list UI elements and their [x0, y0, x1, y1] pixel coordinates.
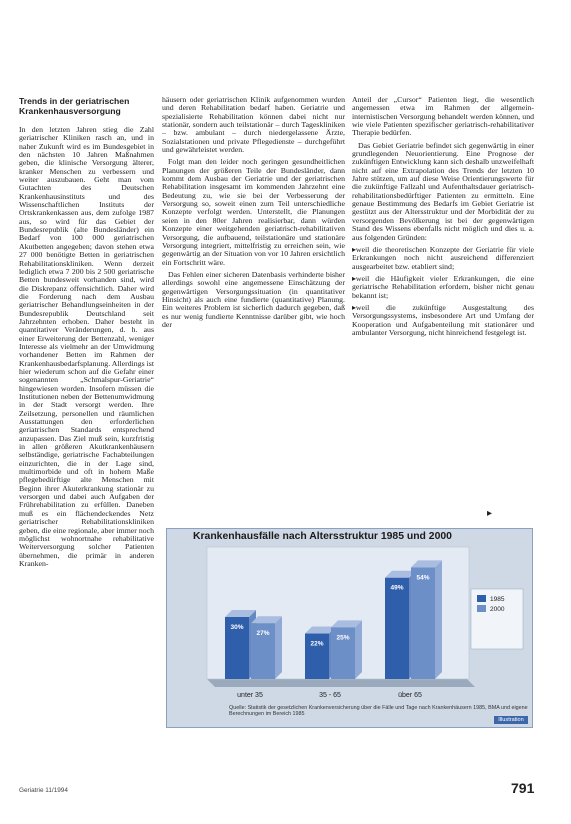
legend-label-2000: 2000 [490, 606, 505, 613]
legend-swatch-1985 [477, 595, 486, 602]
paragraph: Anteil der „Cursor“ Patienten liegt, die wesentlich angemessen etwa im Rahmen der allgemein-internistischen Versorgung behandelt werden können, und wie viele Patienten spezifischer geriatrisch-rehabilitativer Therapie bedürfen. [352, 96, 534, 138]
chart-title: Krankenhausfälle nach Altersstruktur 1985 und 2000 [193, 531, 452, 542]
chart-caption: Quelle: Statistik der gesetzlichen Krankenversicherung über die Fälle und Tage nach Krankenhäusern 1985, BMA und eigene Berechnungen im Bereich 1985 [229, 705, 528, 718]
page-number: 791 [511, 780, 535, 796]
chart-figure [166, 528, 533, 728]
paragraph: Folgt man den leider noch geringen gesundheitlichen Planungen der größeren Teile der Bundesländer, dann kommt dem Ausbau der Geriatrie und der geriatrischen Rehabilitation insgesamt im kommenden Jahrzehnt eine Bedeutung zu, wie sie bei der Verbesserung der Versorgung so, soweit einen zum Teil unterschiedliche Konzepte verfolgt werden. Unterstellt, die Planungen seien in den 80er Jahren realisierbar, dann würden Konzepte einer weitgehenden geriatrisch-rehabilitativen Versorgung, die aufbauend, teilstationäre und stationäre Versorgung integriert, mittelfristig zu erreichen sein, wie gegenwärtig an der Situation von vor 10 Jahren ersichtlich ein Fortschritt wäre. [162, 157, 345, 267]
data-label-2000-0: 27% [256, 630, 270, 638]
bar-chart [167, 529, 532, 727]
article-heading-line-2: Krankenhausversorgung [19, 106, 121, 116]
data-label-2000-2: 54% [416, 574, 430, 582]
bullet-item: ▸ weil die theoretischen Konzepte der Geriatrie für viele Erkrankungen noch nicht ausreichend differenziert ausgearbeitet bzw. etabliert sind; [352, 246, 534, 271]
paragraph: häusern oder geriatrischen Klinik aufgenommen wurden und deren Rehabilitation bedarf haben. Geriatrie und spezialisierte Rehabilitation können dabei nicht nur stationär, sondern auch teilstationär – durch Tageskliniken – bzw. ambulant – durch niedergelassene Ärzte, Sozialstationen und private Pflegedienste – durchgeführt und gewährleistet werden. [162, 96, 345, 155]
data-label-1985-2: 49% [390, 584, 404, 592]
bar-1985-2 [385, 578, 409, 679]
article-column-1 [19, 96, 154, 731]
bar-side-2000-2 [435, 560, 442, 679]
paragraph: In den letzten Jahren stieg die Zahl geriatrischer Kliniken rasch an, und in naher Zukunft wird es im Bundesgebiet in den nächsten 10 Jahren Maßnahmen geben, die klinische Versorgung älterer, kranker Menschen zu verbessern und weiter auszubauen. Geht man vom Gutachten des Deutschen Krankenhausinstituts und des Wissenschaftlichen Instituts der Ortskrankenkassen aus, dem zufolge 1987 aus, so wird für das Gebiet der Bundesrepublik (alte Bundesländer) ein Bedarf von 100 000 geriatrischen Akutbetten angegeben; davon stehen etwa 27 000 benötigte Betten in geriatrischen Rehabilitationskliniken. Wenn derzeit lediglich etwa 7 200 bis 2 500 geriatrische Betten bundesweit vorhanden sind, wird die Diskrepanz offensichtlich. Daher wird die Forderung nach dem Ausbau geriatrischer Behandlungseinheiten in der Bundesrepublik Deutschland seit Jahrzehnten erhoben. Daher besteht in quantitativer Veränderungen, d. h. aus einer Erweiterung der Bettenzahl, weniger Interesse als vielmehr an der Umwidmung vorhandener Betten im Rahmen der Krankenhausbedarfsplanung. Allerdings ist hier wiederum schon auf die Gefahr einer sogenannten „Schmalspur-Geriatrie“ hingewiesen worden. Insofern müssen die Institutionen neben der Bettenumwidmung in der Stadt versorgt werden. Ihre Zeilsetzung, personellen und räumlichen Ausstattungen den erforderlichen geriatrischen Standards entsprechend anzupassen. Das Ziel muß sein, kurzfristig in allen größeren Akutkrankenhäusern selbständige, geriatrische Fachabteilungen einzurichten, die in der Lage sind, multimorbide und oft in hohem Maße pflegebedürftige alte Menschen mit Beginn ihrer Akuterkrankung stationär zu versorgen und dabei auch Aufgaben der Frührehabilitation zu erfüllen. Daneben muß es ein flächendeckendes Netz geriatrischer Rehabilitationskliniken geben, die eine regionale, aber immer noch möglichst wohnortnahe rehabilitative Weiterversorgung solcher Patienten übernehmen, die primär in anderen Kranken- [19, 125, 154, 568]
bar-side-2000-1 [355, 620, 362, 679]
x-tick-label-2: über 65 [398, 692, 422, 699]
journal-footer: Geriatrie 11/1994 [19, 787, 68, 794]
x-tick-label-0: unter 35 [237, 692, 263, 699]
data-label-1985-0: 30% [230, 624, 244, 631]
data-label-2000-1: 25% [336, 634, 350, 642]
end-of-article-arrow-icon: ▸ [487, 508, 493, 519]
bar-2000-2 [411, 567, 435, 679]
x-tick-label-1: 35 - 65 [319, 692, 341, 699]
article-heading [19, 96, 154, 116]
data-label-1985-1: 22% [310, 640, 324, 648]
legend-swatch-2000 [477, 605, 486, 612]
bullet-item: ▸ weil die Häufigkeit vieler Erkrankungen, die eine geriatrische Rehabilitation erfordern, bisher nicht genau bekannt ist; [352, 275, 534, 300]
chart-floor [207, 679, 475, 687]
paragraph: Das Fehlen einer sicheren Datenbasis verhinderte bisher allerdings sowohl eine angemessene Einschätzung der gegenwärtigen Versorgungssituation (in quantitativer Hinsicht) als auch eine fundierte (quantitative) Planung. Ein weiteres Problem ist sicherlich dadurch gegeben, daß es nur wenig fundierte Kenntnisse darüber gibt, wie hoch der [162, 269, 345, 329]
article-heading-line-1: Trends in der geriatrischen [19, 96, 130, 106]
article-column-2 [162, 96, 345, 492]
legend-label-1985: 1985 [490, 596, 505, 603]
article-column-3 [352, 96, 534, 524]
paragraph: Das Gebiet Geriatrie befindet sich gegenwärtig in einer grundlegenden Neuorientierung. Eine Prognose der zukünftigen Entwicklung kann sich deshalb unzweifelhaft nicht auf eine Extrapolation des Trends der letzten 10 Jahre stützen, um auf diese Weise Orientierungswerte für die zukünftige Fallzahl und Aufenthaltsdauer geriatrisch-rehabilitationsbedürftiger Patienten zu ermitteln. Eine genaue Bestimmung des Bedarfs im Gebiet Geriatrie ist gestützt aus der Altersstruktur und der Morbidität der zu versorgenden Bevölkerung ist bei der gegenwärtigen Stand des Wissens ebenfalls nicht möglich und dies u. a. aus folgenden Gründen: [352, 140, 534, 242]
chart-source-badge: Illustration [494, 716, 528, 724]
bar-side-2000-0 [275, 616, 282, 679]
bullet-item: ▸ weil die zukünftige Ausgestaltung des Versorgungssystems, insbesondere Art und Umfang der Kooperation und Aufgabenteilung mit stationärer und ambulanter Versorgung, nicht hinreichend festgelegt ist. [352, 304, 534, 337]
